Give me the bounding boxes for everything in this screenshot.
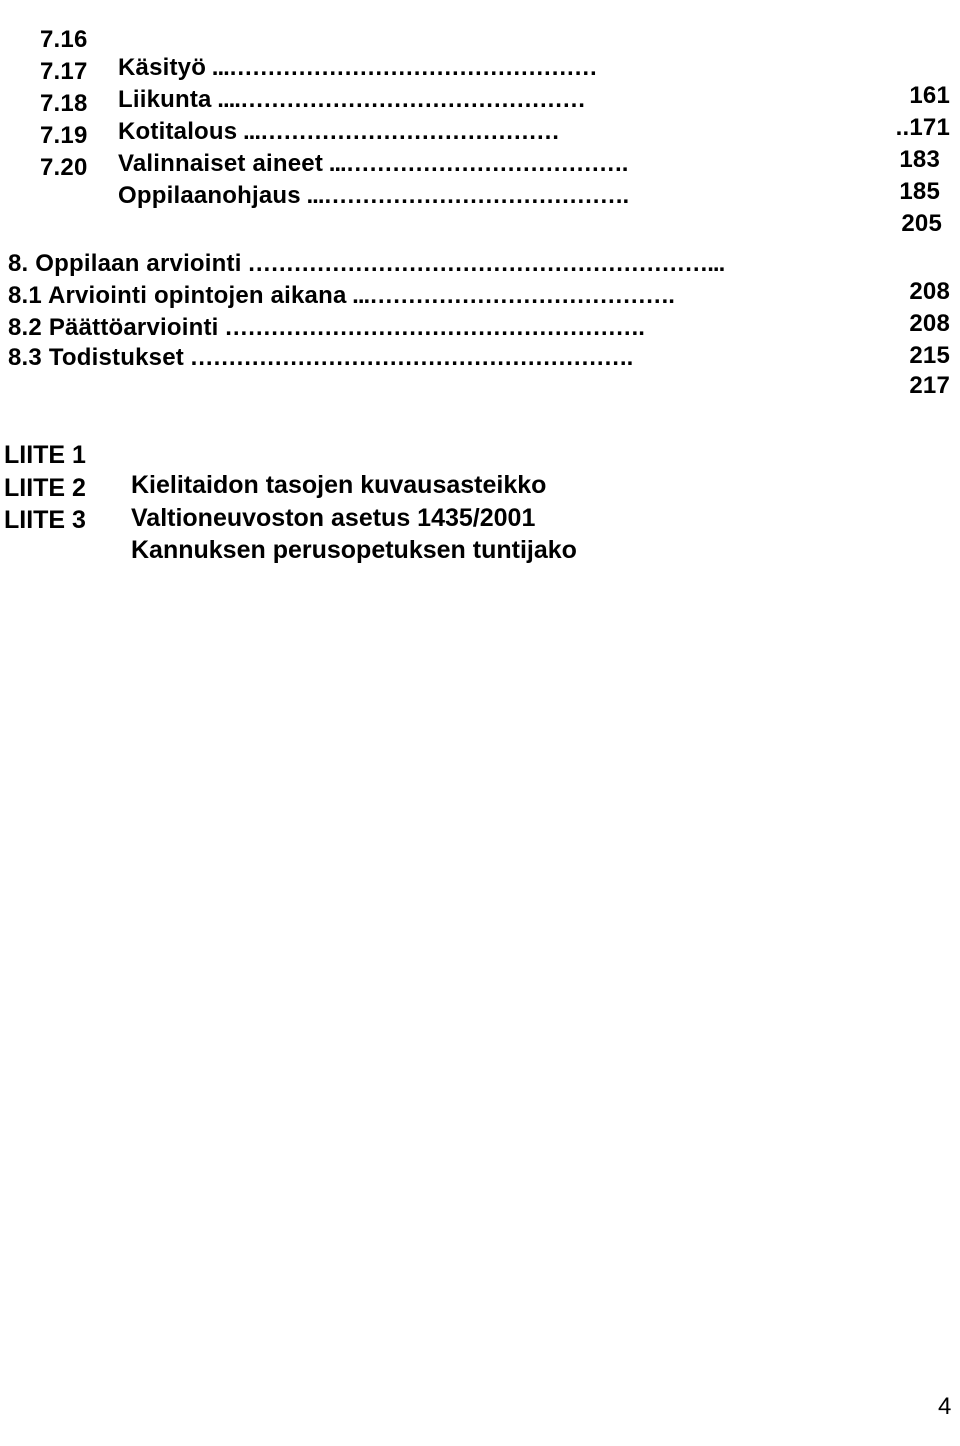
toc-page: 215 bbox=[902, 342, 950, 369]
toc-page: 183 bbox=[899, 146, 940, 173]
toc-number: 7.19 bbox=[40, 122, 88, 149]
page-number: 4 bbox=[938, 1393, 952, 1420]
toc-entry-8-3[interactable] bbox=[8, 316, 950, 428]
toc-number: 7.18 bbox=[40, 90, 88, 117]
toc-title: 8.2 Päättöarviointi ………………………………………………. bbox=[8, 314, 644, 341]
toc-page: 208 bbox=[909, 278, 950, 305]
appendix-title: Kannuksen perusopetuksen tuntijako bbox=[131, 536, 577, 564]
toc-number: 7.17 bbox=[40, 58, 88, 85]
toc-number: 7.20 bbox=[40, 154, 88, 181]
appendix-label: LIITE 3 bbox=[4, 506, 86, 534]
appendix-label: LIITE 1 bbox=[4, 441, 86, 469]
toc-title: Valinnaiset aineet ...………………………………. bbox=[118, 150, 628, 177]
toc-number: 7.16 bbox=[40, 26, 88, 53]
toc-title: 8. Oppilaan arviointi ……………………………………………………... bbox=[8, 250, 725, 277]
toc-title: Oppilaanohjaus ...…………………………………. bbox=[118, 182, 629, 209]
toc-page: ..171 bbox=[895, 114, 950, 141]
toc-title: 8.1 Arviointi opintojen aikana ...…………………………………. bbox=[8, 282, 674, 309]
toc-title: Käsityö ...………………………………………… bbox=[118, 54, 597, 81]
toc-page: 185 bbox=[892, 178, 940, 205]
toc-title: Kotitalous ...………………………………… bbox=[118, 118, 559, 145]
toc-page: 208 bbox=[909, 310, 950, 337]
appendix-label: LIITE 2 bbox=[4, 474, 86, 502]
appendix-title: Kielitaidon tasojen kuvausasteikko bbox=[131, 471, 547, 499]
toc-page: 217 bbox=[909, 372, 950, 399]
toc-page: 161 bbox=[909, 82, 950, 109]
appendix-title: Valtioneuvoston asetus 1435/2001 bbox=[131, 504, 536, 532]
toc-page: 205 bbox=[894, 210, 942, 237]
toc-title: 8.3 Todistukset …………………………………………………. bbox=[8, 344, 633, 371]
toc-title: Liikunta ....……………………………………… bbox=[118, 86, 585, 113]
